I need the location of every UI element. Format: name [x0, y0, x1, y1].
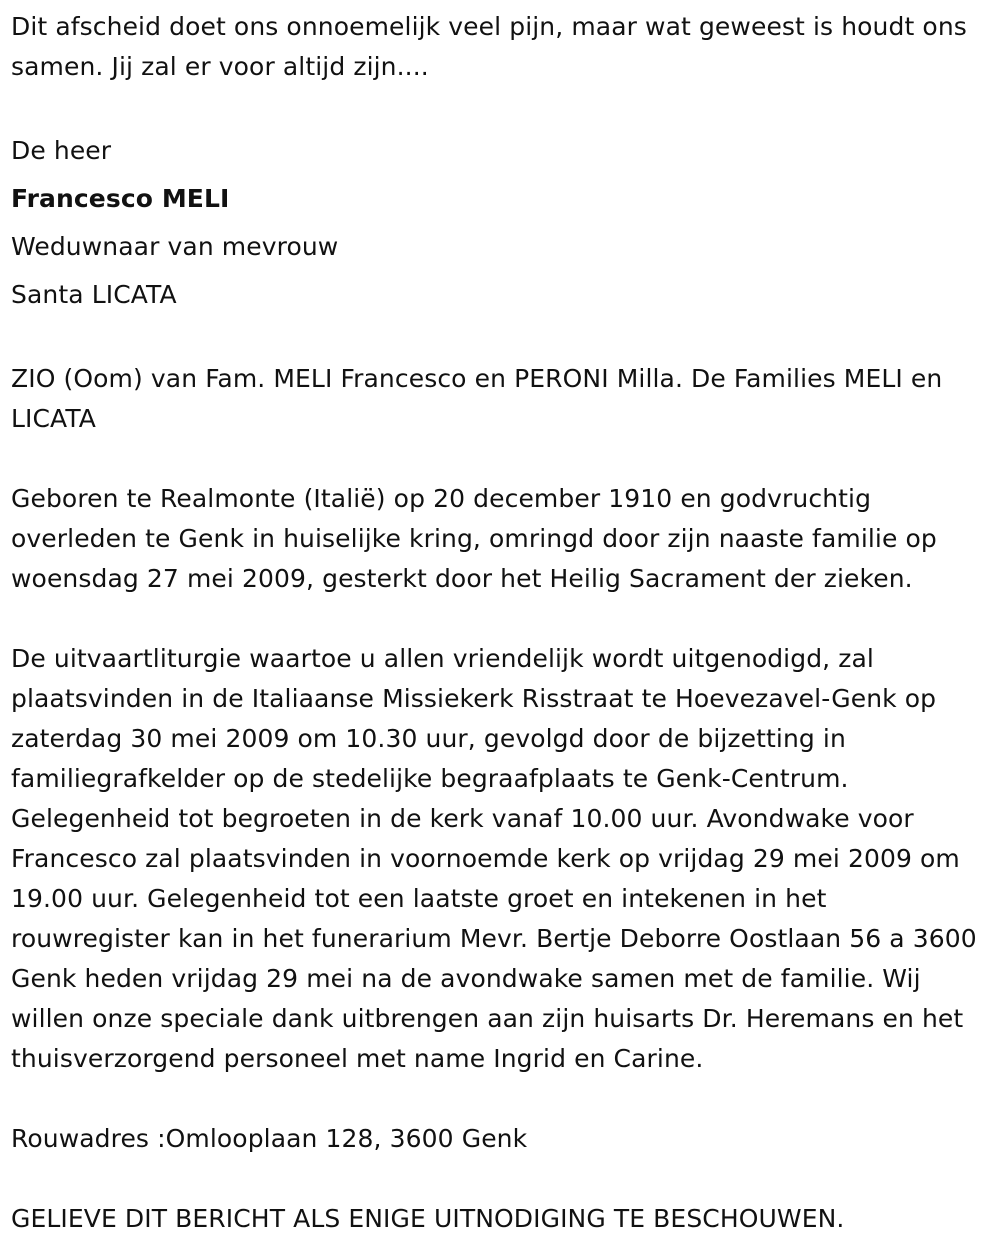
spacer — [11, 1079, 991, 1119]
closing-notice: GELIEVE DIT BERICHT ALS ENIGE UITNODIGING TE BESCHOUWEN. — [11, 1204, 845, 1233]
mourning-address: Rouwadres :Omlooplaan 128, 3600 Genk — [11, 1124, 528, 1153]
person-name: Francesco MELI — [11, 184, 230, 213]
spacer — [11, 87, 991, 127]
spacer — [11, 439, 991, 479]
person-relation: Weduwnaar van mevrouw — [11, 232, 339, 261]
spacer — [11, 319, 991, 359]
ceremony-paragraph: De uitvaartliturgie waartoe u allen vriendelijk wordt uitgenodigd, zal plaatsvinden in de Italiaanse Missiekerk Risstraat te Hoevezavel-Genk op zaterdag 30 mei 2009 om 10.30 uur, gevolgd door de bijzetting in familiegrafkelder op de stedelijke begraafplaats te Genk-Centrum. Gelegenheid tot begroeten in de kerk vanaf 10.00 uur. Avondwake voor Francesco zal plaatsvinden in voornoemde kerk op vrijdag 29 mei 2009 om 19.00 uur. Gelegenheid tot een laatste groet en intekenen in het rouwregister kan in het funerarium Mevr. Bertje Deborre Oostlaan 56 a 3600 Genk heden vrijdag 29 mei na de avondwake samen met de familie. Wij willen onze speciale dank uitbrengen aan zijn huisarts Dr. Heremans en het thuisverzorgend personeel met name Ingrid en Carine. — [11, 644, 977, 1073]
spacer — [11, 599, 991, 639]
birth-death-paragraph: Geboren te Realmonte (Italië) op 20 december 1910 en godvruchtig overleden te Genk in huiselijke kring, omringd door zijn naaste familie op woensdag 27 mei 2009, gesterkt door het Heilig Sacrament der zieken. — [11, 484, 937, 593]
spacer — [11, 1159, 991, 1199]
obituary-document — [11, 7, 991, 1239]
person-title: De heer — [11, 136, 112, 165]
spouse-name: Santa LICATA — [11, 280, 177, 309]
intro-paragraph: Dit afscheid doet ons onnoemelijk veel pijn, maar wat geweest is houdt ons samen. Jij zal er voor altijd zijn.... — [11, 12, 967, 81]
family-paragraph: ZIO (Oom) van Fam. MELI Francesco en PERONI Milla. De Families MELI en LICATA — [11, 364, 943, 433]
